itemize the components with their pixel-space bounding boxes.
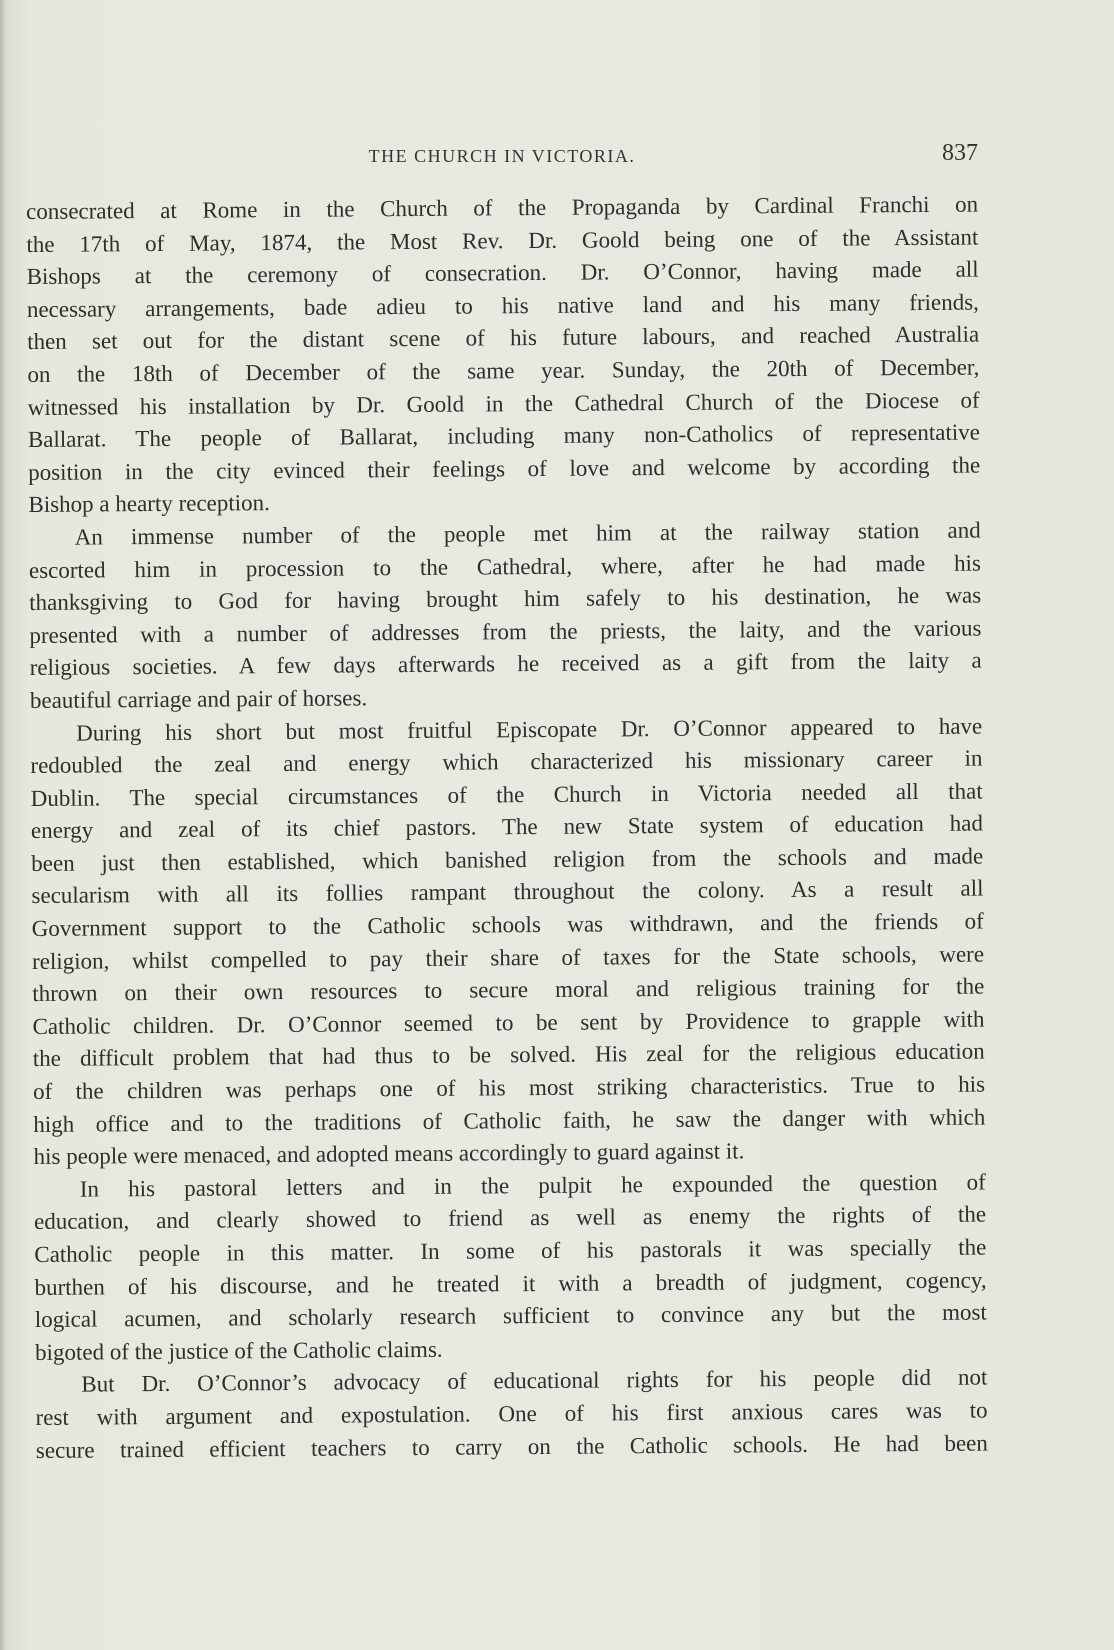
text-line: on the 18th of December of the same year. Sunday, the 20th of December, bbox=[27, 354, 980, 387]
text-line: Government support to the Catholic schools was withdrawn, and the friends of bbox=[31, 908, 984, 942]
text-line: consecrated at Rome in the Church of the Propaganda by Cardinal Franchi on bbox=[26, 191, 979, 224]
text-line: Ballarat. The people of Ballarat, including many non-Catholics of representative bbox=[27, 419, 980, 453]
text-line: Catholic people in this matter. In some of his pastorals it was specially the bbox=[34, 1234, 987, 1267]
text-line: education, and clearly showed to friend as well as enemy the rights of the bbox=[33, 1201, 987, 1235]
paragraph bbox=[29, 514, 983, 717]
text-line: his people were menaced, and adopted means accordingly to guard against it. bbox=[33, 1138, 745, 1170]
text-line: the 17th of May, 1874, the Most Rev. Dr. Goold being one of the Assistant bbox=[26, 224, 979, 257]
text-line: Bishop a hearty reception. bbox=[28, 490, 270, 518]
text-line: religion, whilst compelled to pay their share of taxes for the State schools, were bbox=[31, 941, 985, 974]
text-line: logical acumen, and scholarly research sufficient to convince any but the most bbox=[34, 1299, 987, 1333]
text-line: presented with a number of addresses from the priests, the laity, and the various bbox=[29, 615, 982, 648]
paragraph bbox=[30, 710, 986, 1174]
text-line: the difficult problem that had thus to be solved. His zeal for the religious education bbox=[32, 1038, 985, 1072]
text-line: been just then established, which banished religion from the schools and made bbox=[31, 843, 984, 876]
text-line: Catholic children. Dr. O’Connor seemed to be sent by Providence to grapple with bbox=[32, 1006, 985, 1039]
text-line: An immense number of the people met him at the railway station and bbox=[74, 517, 981, 550]
paragraph bbox=[34, 1166, 988, 1369]
page-edge bbox=[0, 0, 6, 1650]
body-text bbox=[26, 189, 988, 1468]
paragraph bbox=[26, 189, 981, 522]
text-line: burthen of his discourse, and he treated it with a breadth of judgment, cogency, bbox=[34, 1267, 987, 1300]
text-line: position in the city evinced their feelings of love and welcome by according the bbox=[28, 452, 981, 485]
page-header bbox=[26, 140, 978, 176]
text-line: Bishops at the ceremony of consecration. Dr. O’Connor, having made all bbox=[26, 256, 979, 290]
page-number: 837 bbox=[942, 140, 978, 166]
text-line: of the children was perhaps one of his most striking characteristics. True to his bbox=[32, 1071, 986, 1105]
text-line: then set out for the distant scene of his future labours, and reached Australia bbox=[27, 321, 980, 355]
text-line: high office and to the traditions of Catholic faith, he saw the danger with which bbox=[33, 1104, 986, 1137]
text-line: religious societies. A few days afterwards he received as a gift from the laity a bbox=[29, 647, 982, 681]
text-line: Dublin. The special circumstances of the Church in Victoria needed all that bbox=[30, 778, 983, 811]
text-line: thrown on their own resources to secure moral and religious training for the bbox=[32, 973, 985, 1007]
text-line: But Dr. O’Connor’s advocacy of educational rights for his people did not bbox=[81, 1364, 988, 1397]
text-line: energy and zeal of its chief pastors. The new State system of education had bbox=[30, 810, 984, 844]
text-line: In his pastoral letters and in the pulpit he expounded the question of bbox=[79, 1169, 986, 1202]
text-line: redoubled the zeal and energy which characterized his missionary career in bbox=[30, 745, 983, 779]
text-line: necessary arrangements, bade adieu to his native land and his many friends, bbox=[26, 289, 979, 322]
running-head: THE CHURCH IN VICTORIA. bbox=[368, 146, 636, 166]
text-line: rest with argument and expostulation. One of his first anxious cares was to bbox=[35, 1397, 988, 1430]
paragraph bbox=[35, 1362, 988, 1467]
text-line: beautiful carriage and pair of horses. bbox=[29, 685, 368, 713]
text-line: bigoted of the justice of the Catholic claims. bbox=[34, 1336, 443, 1365]
text-line: secure trained efficient teachers to carry on the Catholic schools. He had been bbox=[35, 1430, 988, 1463]
text-line: thanksgiving to God for having brought him safely to his destination, he was bbox=[29, 582, 982, 616]
text-line: During his short but most fruitful Episcopate Dr. O’Connor appeared to have bbox=[76, 713, 983, 746]
text-line: secularism with all its follies rampant throughout the colony. As a result all bbox=[31, 875, 984, 909]
text-line: escorted him in procession to the Cathedral, where, after he had made his bbox=[28, 550, 982, 583]
text-line: witnessed his installation by Dr. Goold in the Cathedral Church of the Diocese of bbox=[27, 387, 980, 420]
